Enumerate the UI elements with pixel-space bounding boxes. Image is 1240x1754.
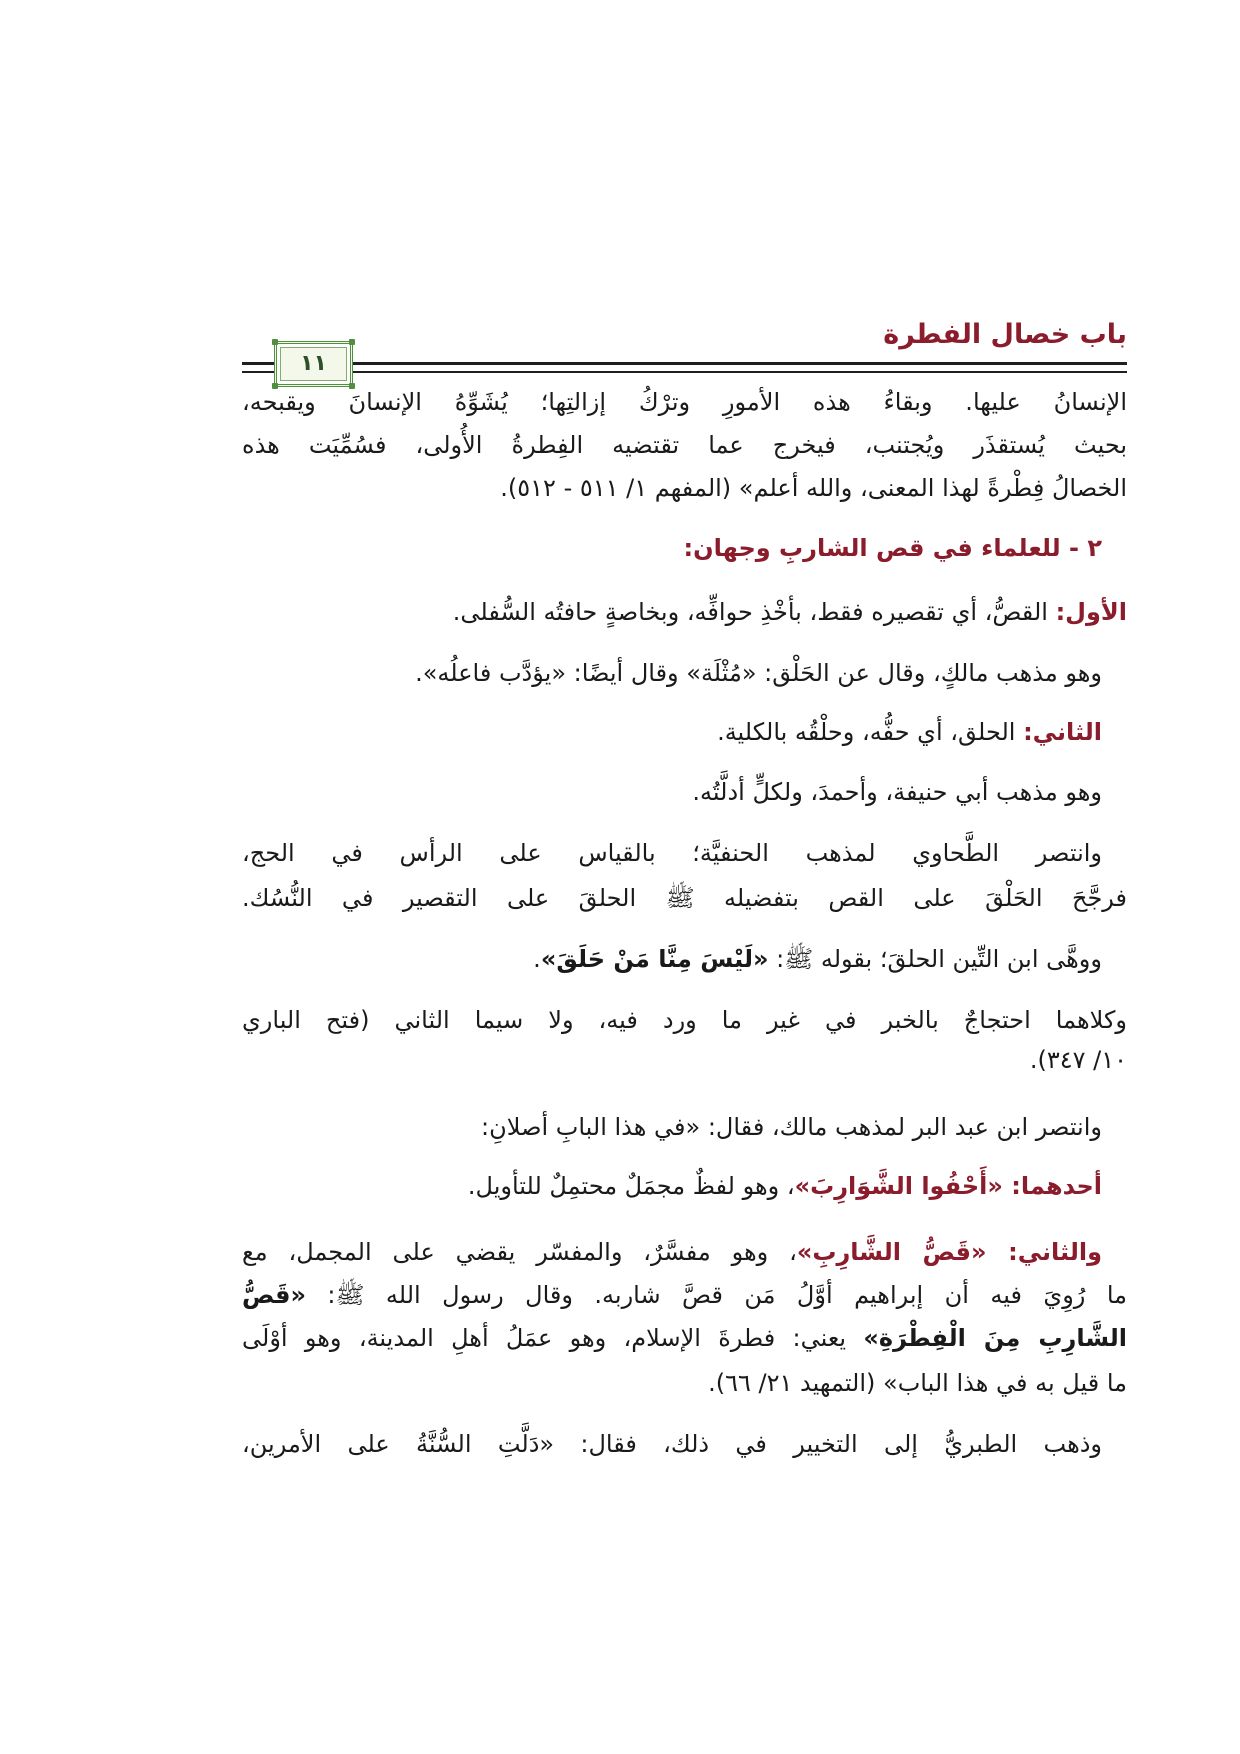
section-heading: ٢ - للعلماء في قص الشاربِ وجهان: xyxy=(683,534,1102,562)
text-line: وذهب الطبريُّ إلى التخيير في ذلك، فقال: «دَلَّتِ السُّنَّةُ على الأمرين، xyxy=(242,1430,1102,1458)
hadith-quote: «قَصُّ xyxy=(242,1281,306,1309)
opinion-label: الأول: xyxy=(1055,598,1127,626)
text-line xyxy=(242,1164,1102,1208)
inline-text: . xyxy=(533,945,541,973)
header-rule-left-thin xyxy=(242,371,274,373)
text-line xyxy=(242,590,1127,634)
chapter-title: باب خصال الفطرة xyxy=(883,319,1127,350)
text-line: فرجَّحَ الحَلْقَ على القص بتفضيله ﷺ الحلقَ على التقصير في النُّسُك. xyxy=(242,884,1127,912)
text-line: وانتصر الطَّحاوي لمذهب الحنفيَّة؛ بالقياس على الرأس في الحج، xyxy=(242,839,1102,867)
hadith-quote: «أَحْفُوا الشَّوَارِبَ» xyxy=(794,1172,1003,1200)
opinion-text: الحلق، أي حفُّه، وحلْقُه بالكلية. xyxy=(717,718,1024,746)
inline-text: ما رُوِيَ فيه أن إبراهيم أوَّلُ مَن قصَّ شاربه. وقال رسول الله ﷺ: xyxy=(305,1281,1127,1309)
hadith-quote: «قَصُّ الشَّارِبِ» xyxy=(796,1238,987,1266)
text-line: الإنسانُ عليها. وبقاءُ هذه الأمورِ وترْكُ إزالتِها؛ يُشَوِّهُ الإنسانَ ويقبحه، xyxy=(242,388,1127,416)
frame-corner-ornament xyxy=(349,339,355,345)
inline-text: ووهَّى ابن التِّين الحلقَ؛ بقوله ﷺ: xyxy=(768,945,1102,973)
inline-text: ، وهو مفسَّرٌ، والمفسّر يقضي على المجمل، مع xyxy=(242,1238,797,1266)
opinion-text: القصُّ، أي تقصيره فقط، بأخْذِ حوافِّه، وبخاصةٍ حافتُه السُّفلى. xyxy=(452,598,1056,626)
text-line: وكلاهما احتجاجٌ بالخبر في غير ما ورد فيه، ولا سيما الثاني (فتح الباري xyxy=(242,1006,1127,1034)
text-line xyxy=(242,1230,1102,1274)
text-line: بحيث يُستقذَر ويُجتنب، فيخرج عما تقتضيه الفِطرةُ الأُولى، فسُمِّيَت هذه xyxy=(242,431,1127,459)
inline-text: ، وهو لفظٌ مجمَلٌ محتمِلٌ للتأويل. xyxy=(467,1172,795,1200)
text-line: ١٠/ ٣٤٧). xyxy=(1029,1046,1127,1074)
principle-label: والثاني: xyxy=(986,1238,1102,1266)
opinion-label: الثاني: xyxy=(1023,718,1102,746)
text-line xyxy=(242,1273,1127,1317)
text-line: وهو مذهب أبي حنيفة، وأحمدَ، ولكلٍّ أدلَّتُه. xyxy=(692,778,1102,806)
header-rule-right-thin xyxy=(353,371,1127,373)
principle-label: أحدهما: xyxy=(1002,1172,1102,1200)
inline-text: يعني: فطرةَ الإسلام، وهو عمَلُ أهلِ المدينة، وهو أوْلَى xyxy=(242,1324,864,1352)
text-line xyxy=(242,1316,1127,1360)
text-line xyxy=(242,710,1102,754)
text-line xyxy=(242,937,1102,981)
page-number: ١١ xyxy=(300,351,327,376)
frame-corner-ornament xyxy=(272,339,278,345)
text-line: ما قيل به في هذا الباب» (التمهيد ٢١/ ٦٦). xyxy=(708,1369,1127,1397)
hadith-quote: الشَّارِبِ مِنَ الْفِطْرَةِ» xyxy=(863,1324,1127,1352)
hadith-quote: «لَيْسَ مِنَّا مَنْ حَلَقَ» xyxy=(540,945,769,973)
text-line: وانتصر ابن عبد البر لمذهب مالك، فقال: «في هذا البابِ أصلانِ: xyxy=(481,1113,1102,1141)
text-line: الخصالُ فِطْرةً لهذا المعنى، والله أعلم» (المفهم ١/ ٥١١ - ٥١٢). xyxy=(500,474,1127,502)
header-rule-left-thick xyxy=(242,362,274,365)
header-rule-right-thick xyxy=(353,362,1127,365)
text-line: وهو مذهب مالكٍ، وقال عن الحَلْق: «مُثْلَة» وقال أيضًا: «يؤدَّب فاعلُه». xyxy=(415,659,1102,687)
